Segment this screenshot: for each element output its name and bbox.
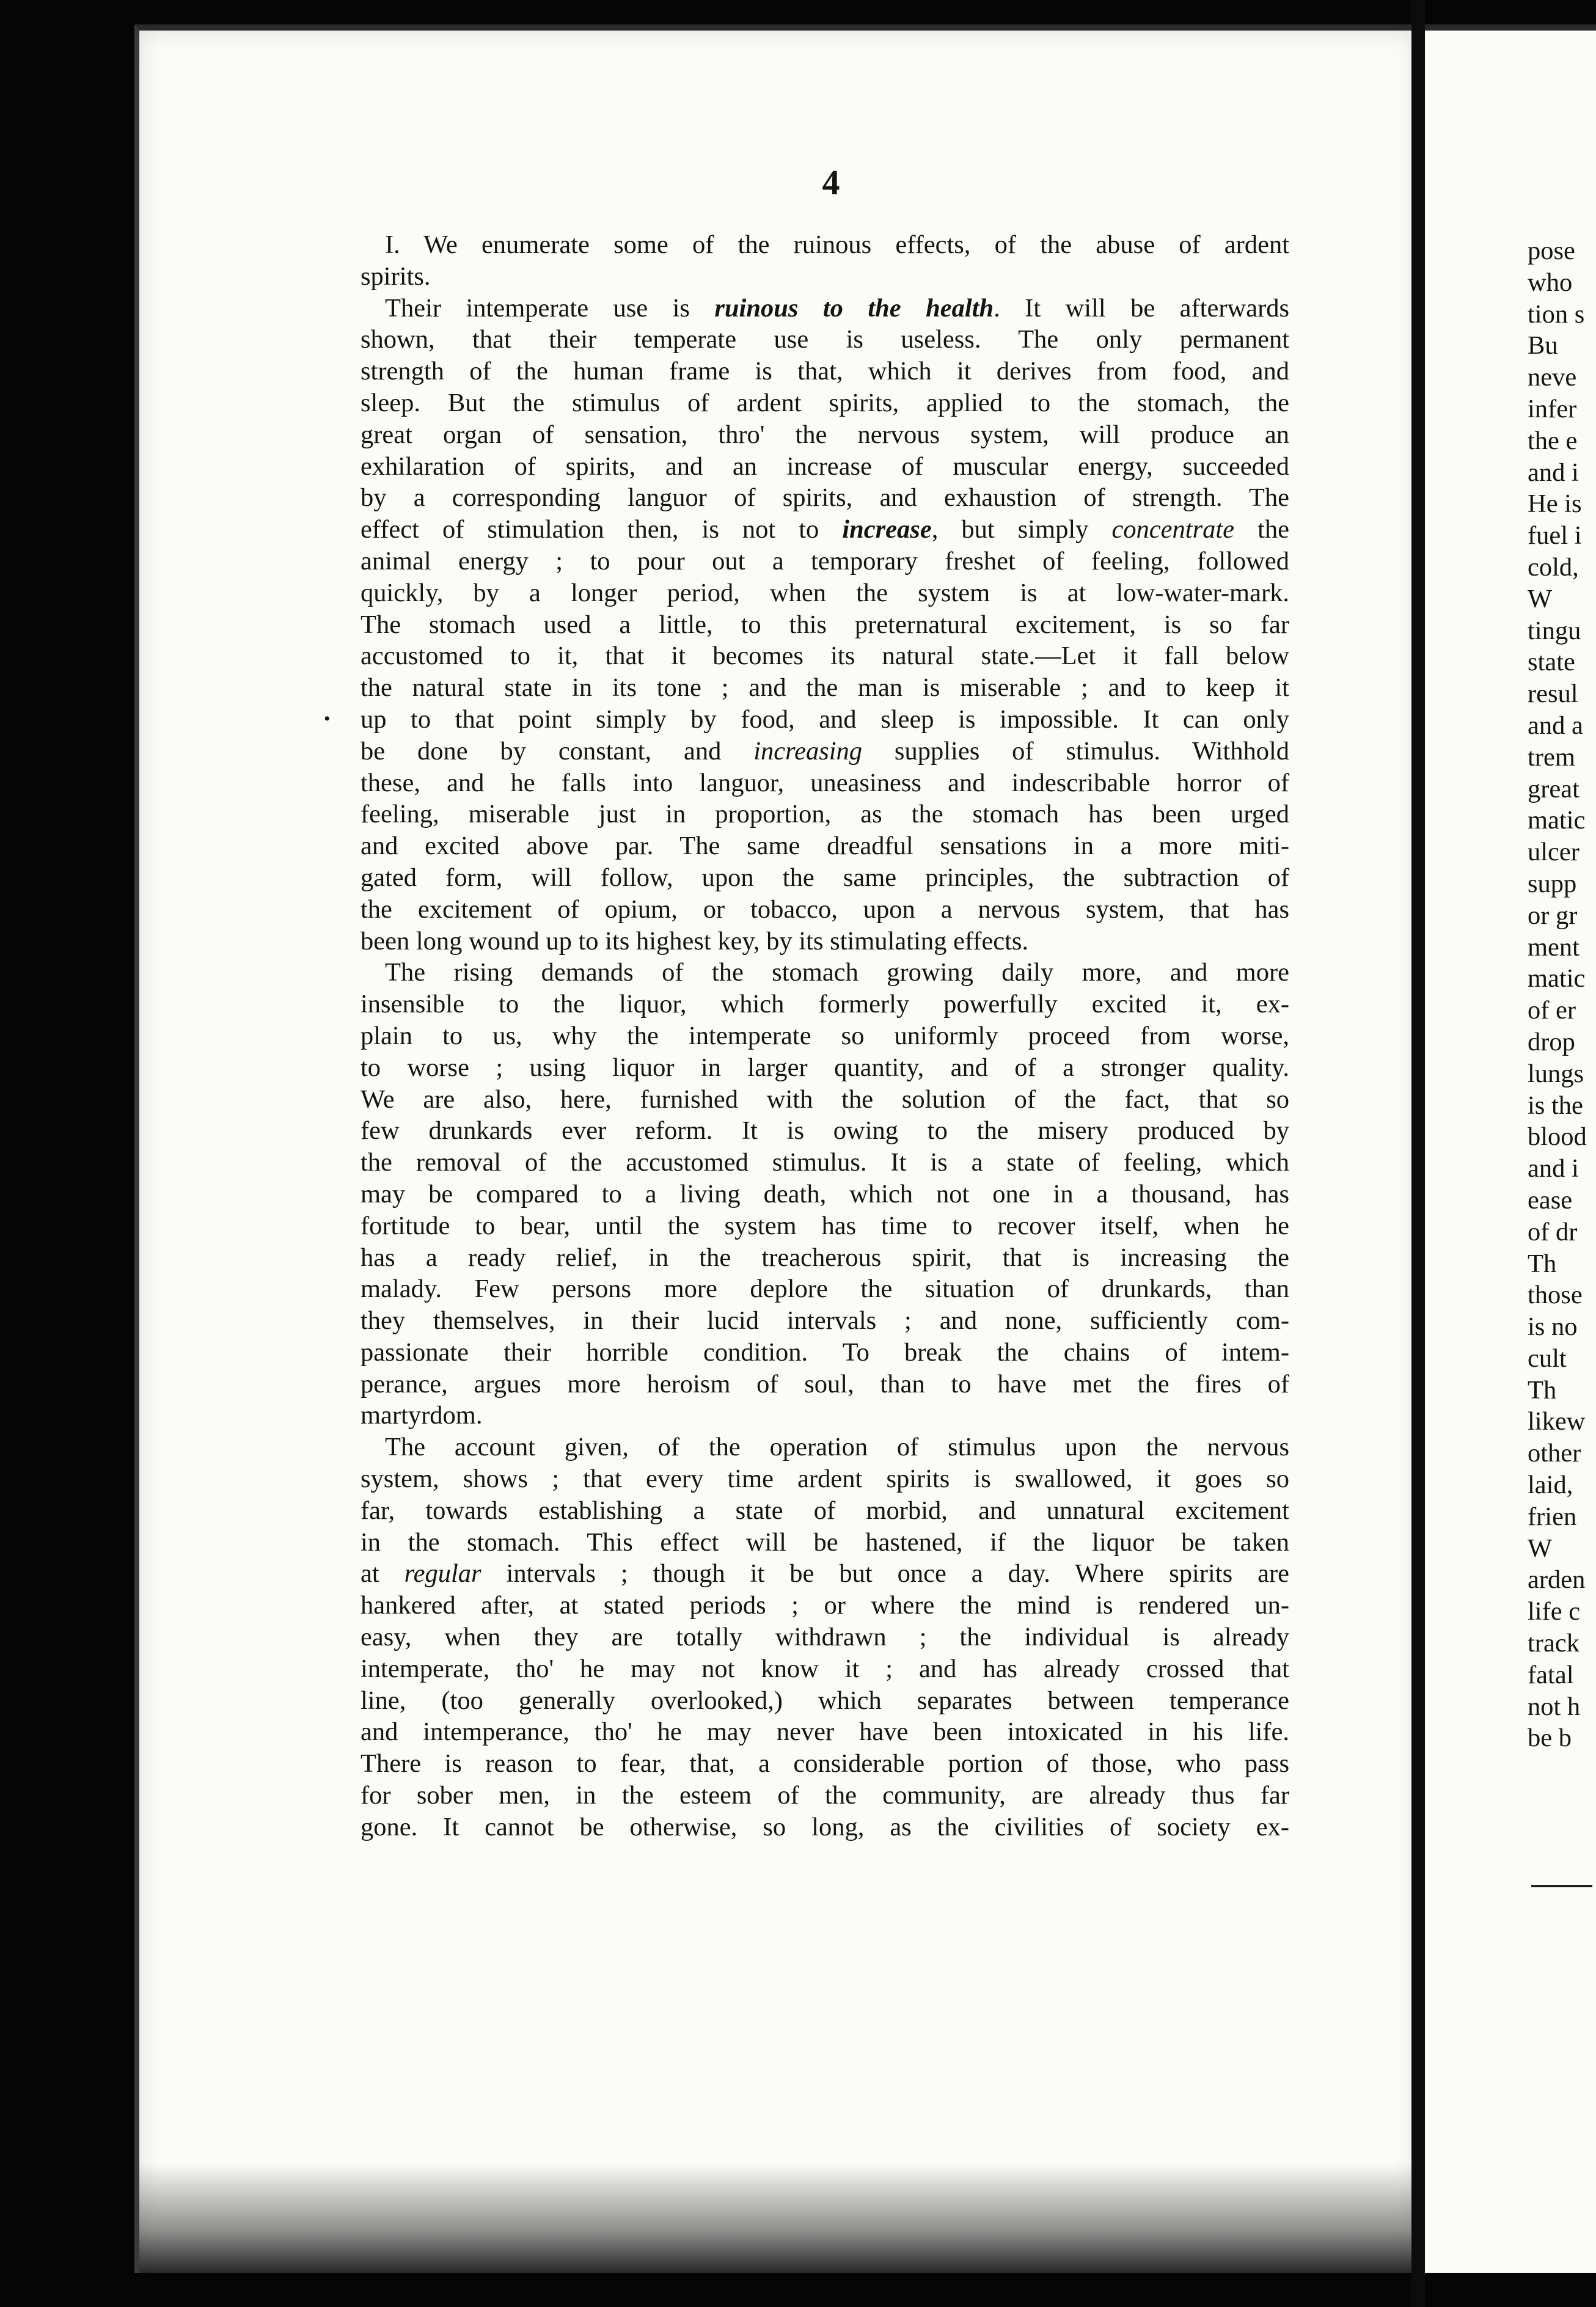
right-fragment-line: ment xyxy=(1528,932,1580,962)
text-line: martyrdom. xyxy=(361,1401,483,1430)
text-line: effect of stimulation then, is not to increase, but simply concentrate the xyxy=(361,515,1289,544)
right-fragment-line: state xyxy=(1528,648,1575,677)
right-fragment-line: matic xyxy=(1528,964,1586,993)
text-line: sleep. But the stimulus of ardent spirits, applied to the stomach, the xyxy=(361,388,1289,417)
right-page-text-fragments xyxy=(1528,235,1587,1754)
text-line: at regular intervals ; though it be but once a day. Where spirits are xyxy=(361,1559,1289,1589)
right-fragment-line: ease xyxy=(1528,1185,1573,1215)
right-fragment-line: is no xyxy=(1528,1312,1578,1342)
text-line: by a corresponding languor of spirits, and exhaustion of strength. The xyxy=(361,483,1289,513)
right-fragment-line: tingu xyxy=(1528,616,1581,645)
text-line: and intemperance, tho' he may never have been intoxicated in his life. xyxy=(361,1717,1289,1747)
right-fragment-line: be b xyxy=(1528,1724,1572,1753)
text-line: feeling, miserable just in proportion, as the stomach has been urged xyxy=(361,800,1289,829)
text-line: accustomed to it, that it becomes its natural state.—Let it fall below xyxy=(361,642,1289,671)
right-fragment-line: W xyxy=(1528,1534,1553,1563)
right-fragment-line: Th xyxy=(1528,1249,1557,1278)
page-number: 4 xyxy=(822,163,840,202)
text-line: these, and he falls into languor, uneasiness and indescribable horror of xyxy=(361,768,1289,797)
right-fragment-line: fatal xyxy=(1528,1660,1574,1689)
right-fragment-line: trem xyxy=(1528,742,1575,772)
text-line: The stomach used a little, to this preternatural excitement, is so far xyxy=(361,610,1289,639)
right-fragment-line: infer xyxy=(1528,394,1577,423)
text-line: been long wound up to its highest key, by its stimulating effects. xyxy=(361,926,1029,956)
text-line: We are also, here, furnished with the solution of the fact, that so xyxy=(361,1084,1289,1114)
right-fragment-line: track xyxy=(1528,1629,1580,1658)
margin-mark: • xyxy=(324,709,331,729)
text-line: system, shows ; that every time ardent spirits is swallowed, it goes so xyxy=(361,1464,1289,1494)
right-fragment-line: life c xyxy=(1528,1597,1581,1626)
text-line: far, towards establishing a state of morbid, and unnatural excitement xyxy=(361,1496,1289,1525)
text-line: easy, when they are totally withdrawn ; the individual is already xyxy=(361,1623,1289,1652)
right-fragment-line: Th xyxy=(1528,1375,1557,1405)
text-line: malady. Few persons more deplore the situation of drunkards, than xyxy=(361,1274,1289,1304)
text-line: The account given, of the operation of stimulus upon the nervous xyxy=(385,1433,1289,1462)
right-fragment-line: matic xyxy=(1528,806,1586,835)
right-fragment-line: neve xyxy=(1528,363,1577,392)
text-line: plain to us, why the intemperate so uniformly proceed from worse, xyxy=(361,1021,1289,1050)
right-fragment-line: is the xyxy=(1528,1091,1583,1120)
right-fragment-line: Bu xyxy=(1528,331,1558,360)
right-fragment-line: arden xyxy=(1528,1565,1586,1595)
right-fragment-line: great xyxy=(1528,774,1580,803)
right-fragment-line: or gr xyxy=(1528,901,1578,930)
text-line: quickly, by a longer period, when the system is at low-water-mark. xyxy=(361,578,1289,607)
text-line: spirits. xyxy=(361,261,431,291)
right-fragment-line: of dr xyxy=(1528,1217,1578,1246)
text-line: few drunkards ever reform. It is owing to the misery produced by xyxy=(361,1116,1289,1146)
text-line: be done by constant, and increasing supplies of stimulus. Withhold xyxy=(361,736,1289,766)
text-line: fortitude to bear, until the system has time to recover itself, when he xyxy=(361,1211,1289,1240)
text-line: exhilaration of spirits, and an increase of muscular energy, succeeded xyxy=(361,452,1289,481)
text-line: to worse ; using liquor in larger quantity, and of a stronger quality. xyxy=(361,1053,1289,1082)
text-line: they themselves, in their lucid intervals ; and none, sufficiently com- xyxy=(361,1306,1289,1336)
text-line: insensible to the liquor, which formerly powerfully excited it, ex- xyxy=(361,990,1289,1019)
page-edge-shadow xyxy=(139,2163,1416,2273)
right-fragment-line: pose xyxy=(1528,236,1575,265)
text-line: in the stomach. This effect will be hastened, if the liquor be taken xyxy=(361,1527,1289,1557)
right-fragment-line: other xyxy=(1528,1439,1581,1468)
right-fragment-line: the e xyxy=(1528,426,1578,455)
text-line: The rising demands of the stomach growing daily more, and more xyxy=(385,958,1289,987)
text-line: There is reason to fear, that, a considerable portion of those, who pass xyxy=(361,1749,1289,1779)
text-line: great organ of sensation, thro' the nervous system, will produce an xyxy=(361,420,1289,449)
right-fragment-line: drop xyxy=(1528,1027,1575,1056)
text-line: may be compared to a living death, which not one in a thousand, has xyxy=(361,1179,1289,1208)
right-fragment-line: and i xyxy=(1528,458,1579,487)
text-line: for sober men, in the esteem of the community, are already thus far xyxy=(361,1781,1289,1810)
text-line: intemperate, tho' he may not know it ; and has already crossed that xyxy=(361,1654,1289,1683)
text-line: gated form, will follow, upon the same principles, the subtraction of xyxy=(361,863,1289,892)
right-fragment-line: not h xyxy=(1528,1692,1581,1721)
text-line: hankered after, at stated periods ; or where the mind is rendered un- xyxy=(361,1591,1289,1620)
right-fragment-line: tion s xyxy=(1528,299,1585,329)
book-gutter xyxy=(1411,0,1425,2307)
right-fragment-line: who xyxy=(1528,268,1573,297)
right-fragment-line: of er xyxy=(1528,996,1576,1025)
right-fragment-line: likew xyxy=(1528,1407,1586,1436)
text-line: perance, argues more heroism of soul, than to have met the fires of xyxy=(361,1369,1289,1398)
right-fragment-line: those xyxy=(1528,1281,1583,1310)
text-line: the removal of the accustomed stimulus. It is a state of feeling, which xyxy=(361,1148,1289,1177)
right-fragment-line: resul xyxy=(1528,679,1578,709)
right-page-rule xyxy=(1531,1885,1592,1887)
right-fragment-line: fuel i xyxy=(1528,521,1582,550)
text-line: the excitement of opium, or tobacco, upon a nervous system, that has xyxy=(361,894,1289,924)
right-fragment-line: laid, xyxy=(1528,1471,1573,1500)
text-line: animal energy ; to pour out a temporary freshet of feeling, followed xyxy=(361,546,1289,576)
right-fragment-line: He is xyxy=(1528,489,1582,519)
right-fragment-line: cult xyxy=(1528,1344,1567,1373)
text-line: line, (too generally overlooked,) which separates between temperance xyxy=(361,1686,1289,1715)
text-line: passionate their horrible condition. To break the chains of intem- xyxy=(361,1337,1289,1367)
text-line: shown, that their temperate use is useless. The only permanent xyxy=(361,325,1289,354)
text-line: strength of the human frame is that, which it derives from food, and xyxy=(361,357,1289,386)
right-fragment-line: W xyxy=(1528,584,1553,613)
right-fragment-line: ulcer xyxy=(1528,838,1580,867)
right-fragment-line: lungs xyxy=(1528,1059,1584,1088)
text-line: I. We enumerate some of the ruinous effects, of the abuse of ardent xyxy=(385,230,1289,259)
right-fragment-line: cold, xyxy=(1528,552,1579,582)
right-fragment-line: and i xyxy=(1528,1154,1579,1183)
text-line: up to that point simply by food, and sleep is impossible. It can only xyxy=(361,704,1289,734)
text-line: gone. It cannot be otherwise, so long, as the civilities of society ex- xyxy=(361,1812,1289,1841)
text-line: has a ready relief, in the treacherous spirit, that is increasing the xyxy=(361,1243,1289,1272)
body-text xyxy=(361,229,1289,1843)
text-line: Their intemperate use is ruinous to the health. It will be afterwards xyxy=(385,293,1290,323)
right-fragment-line: blood xyxy=(1528,1122,1587,1152)
right-fragment-line: frien xyxy=(1528,1502,1577,1531)
text-line: and excited above par. The same dreadful sensations in a more miti- xyxy=(361,832,1289,861)
text-line: the natural state in its tone ; and the man is miserable ; and to keep it xyxy=(361,673,1289,703)
right-fragment-line: and a xyxy=(1528,711,1583,740)
right-fragment-line: supp xyxy=(1528,869,1577,898)
